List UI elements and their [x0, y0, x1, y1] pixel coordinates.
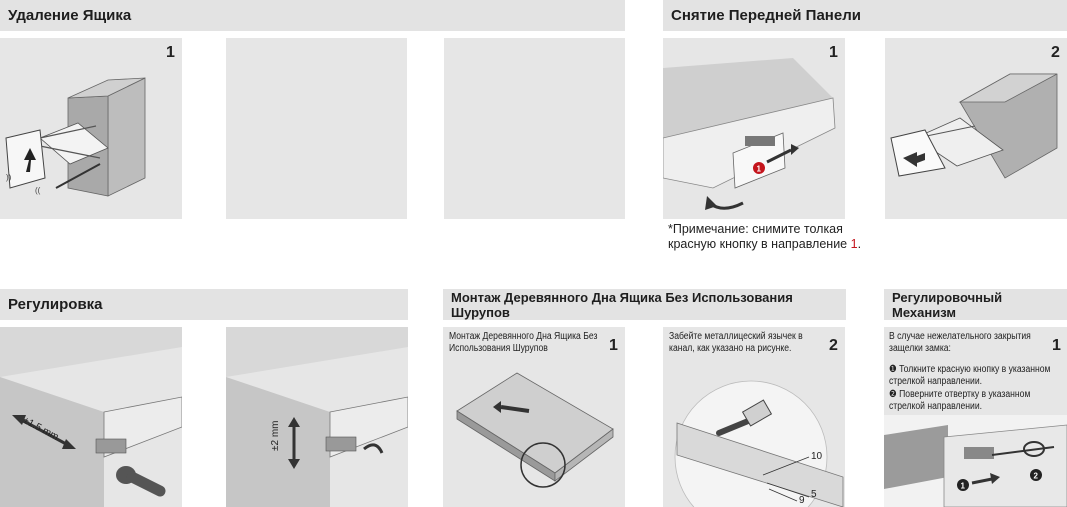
section-title-adjustment: Регулировка: [0, 289, 408, 320]
svg-text:1: 1: [960, 481, 965, 491]
section-title-wood-bottom: Монтаж Деревянного Дна Ящика Без Использования Шурупов: [443, 289, 846, 320]
wood-bottom-step-2: [663, 327, 845, 507]
section-title-front-panel-removal: Снятие Передней Панели: [663, 0, 1067, 31]
mechanism-illustration: [884, 327, 1067, 507]
section-title-drawer-removal: Удаление Ящика: [0, 0, 625, 31]
note-red-number: 1: [850, 237, 858, 251]
front-panel-note: *Примечание: снимите толкая красную кнопку в направление 1.: [668, 222, 862, 251]
dimension-label-5: 5: [811, 489, 817, 500]
mechanism-item-2: ❷ Поверните отвертку в указанном стрелкой направлении.: [889, 389, 1031, 412]
adjustment-label-side: ±1.5 mm: [20, 415, 61, 443]
mechanism-item-1: ❶ Толкните красную кнопку в указанном стрелкой направлении.: [889, 364, 1051, 387]
dimension-label-9: 9: [799, 495, 805, 506]
step-number: 1: [829, 44, 838, 61]
dimension-label-10: 10: [811, 451, 823, 462]
svg-text:)): )): [6, 173, 12, 182]
empty-panel: [444, 38, 625, 219]
wood-bottom-step-1: [443, 327, 625, 507]
wood-bottom-caption-2: Забейте металлицеский язычек в канал, как указано на рисунке.: [669, 331, 803, 354]
svg-text:1: 1: [756, 164, 761, 174]
front-panel-removal-illustration-1: [663, 38, 845, 219]
empty-panel: [226, 38, 407, 219]
section-title-mechanism: Регулировочный Механизм: [884, 289, 1067, 320]
adjustment-illustration-side: [0, 327, 182, 507]
drawer-removal-illustration: [0, 38, 182, 219]
step-number: 2: [1051, 44, 1060, 61]
step-number: 1: [1052, 337, 1061, 354]
wood-bottom-caption-1: Монтаж Деревянного Дна Ящика Без Использования Шурупов: [449, 331, 598, 354]
step-number: 2: [829, 337, 838, 354]
svg-text:((: ((: [35, 186, 41, 195]
front-panel-removal-illustration-2: [885, 38, 1067, 219]
adjustment-illustration-height: [226, 327, 408, 507]
mechanism-intro: В случае нежелательного закрытия защелки замка:: [889, 331, 1031, 354]
step-number: 1: [166, 44, 175, 61]
step-number: 1: [609, 337, 618, 354]
svg-text:2: 2: [1033, 471, 1038, 481]
adjustment-label-height: ±2 mm: [270, 420, 281, 451]
